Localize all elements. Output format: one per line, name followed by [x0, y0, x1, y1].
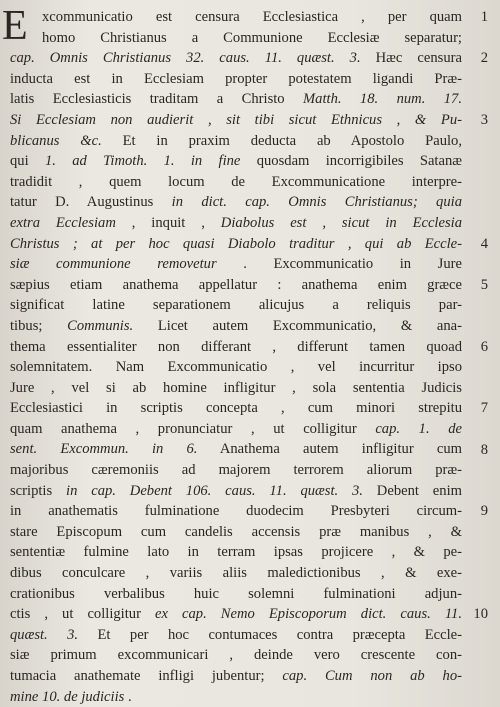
- text-run: crationibus verbalibus huic solemni fulminationi adjun-: [10, 585, 462, 602]
- text-run: solemnitatem. Nam Excommunicatio , vel incurritur ipso: [10, 359, 462, 376]
- text-line: [10, 295, 462, 316]
- text-run: Hæc censura: [360, 50, 462, 67]
- text-run: Anathema autem infligitur cum: [197, 441, 462, 458]
- margin-number: 10: [473, 606, 488, 623]
- text-line: [10, 398, 462, 419]
- text-run: tibus;: [10, 317, 68, 334]
- text-line: [10, 316, 462, 337]
- text-line: [10, 563, 462, 584]
- text-run: Et in praxim deducta ab Apostolo Paulo,: [101, 132, 462, 149]
- text-line: [10, 542, 462, 563]
- text-line: [10, 645, 462, 666]
- italic-citation: sent. Excommun. in 6.: [10, 441, 198, 458]
- text-run: . Excommunicatio in Jure: [216, 256, 463, 273]
- italic-citation: cap. 1. de: [375, 420, 462, 437]
- margin-number: 9: [480, 503, 488, 520]
- italic-citation: siæ communione removetur: [10, 256, 217, 273]
- italic-citation: mine 10. de judiciis: [10, 688, 125, 705]
- text-line: [10, 131, 462, 152]
- text-line: [10, 28, 462, 49]
- text-run: qui: [10, 153, 45, 170]
- text-run: Ecclesiastici in scriptis concepta , cum minori strepitu: [10, 400, 462, 417]
- text-run: quam anathema , pronunciatur , ut colligitur: [10, 420, 376, 437]
- text-line: [10, 89, 462, 110]
- italic-citation: quæst. 3.: [10, 626, 79, 643]
- text-line: [10, 501, 462, 522]
- text-run: sæpius etiam anathema appellatur : anathema enim græce: [10, 276, 462, 293]
- margin-number: 2: [480, 50, 488, 67]
- text-run: dibus conculcare , variis aliis maledictionibus , & exe-: [10, 565, 462, 582]
- margin-number: 3: [480, 112, 488, 128]
- text-line: [10, 522, 462, 543]
- italic-citation: ex cap. Nemo Episcoporum dict. caus. 11.: [155, 606, 462, 623]
- text-run: xcommunicatio est censura Ecclesiastica , per quam: [42, 9, 462, 25]
- margin-number: 4: [480, 235, 488, 252]
- text-line: [10, 687, 462, 707]
- text-run: Jure , vel si ab homine infligitur , sola sententia Judicis: [10, 379, 462, 396]
- margin-number: 5: [480, 276, 488, 293]
- text-run: tradidit , quem locum de Excommunicatione interpre-: [10, 173, 462, 190]
- italic-citation: in dict. cap. Omnis Christianus; quia: [171, 194, 463, 211]
- text-line: [10, 69, 462, 90]
- text-run: majoribus cæremoniis ad majorem terrorem aliorum præ-: [10, 462, 462, 479]
- italic-citation: cap. Omnis Christianus 32. caus. 11. quæst. 3.: [10, 50, 361, 67]
- text-run: , inquit ,: [115, 214, 221, 231]
- text-line: [10, 275, 462, 296]
- italic-citation: 1. ad Timoth. 1. in fine: [44, 153, 241, 170]
- margin-number: 1: [480, 9, 488, 25]
- text-run: Licet autem Excommunicatio, & ana-: [133, 317, 462, 334]
- text-line: [10, 460, 462, 481]
- text-run: significat latine separationem alicujus a reliquis par-: [10, 297, 462, 314]
- drop-cap: E: [2, 3, 28, 49]
- italic-citation: extra Ecclesiam: [10, 214, 116, 231]
- text-line: [10, 439, 462, 460]
- text-line: [10, 254, 462, 275]
- text-run: quosdam incorrigibiles Satanæ: [240, 153, 462, 170]
- text-line: [10, 151, 462, 172]
- body-text: [10, 7, 462, 707]
- text-line: [10, 625, 462, 646]
- margin-number: 6: [480, 338, 488, 355]
- text-run: sententiæ fulmine lato in terram ipsas projicere , & pe-: [10, 544, 462, 561]
- text-run: tatur D. Augustinus: [10, 194, 172, 211]
- italic-citation: in cap. Debent 106. caus. 11. quæst. 3.: [66, 482, 363, 499]
- italic-citation: blicanus &c.: [10, 132, 102, 149]
- text-run: .: [124, 688, 132, 705]
- text-run: ctis , ut colligitur: [10, 606, 155, 623]
- italic-citation: Diabolus est , sicut in Ecclesia: [220, 214, 462, 231]
- text-run: stare Episcopum cum candelis accensis præ manibus , &: [10, 523, 462, 540]
- italic-citation: Christus ; at per hoc quasi Diabolo traditur , qui ab Eccle-: [10, 235, 462, 252]
- italic-citation: Communis.: [67, 317, 134, 334]
- text-line: [10, 419, 462, 440]
- italic-citation: Matth. 18. num. 17.: [303, 91, 462, 108]
- text-line: [10, 604, 462, 625]
- italic-citation: Si Ecclesiam non audierit , sit tibi sicut Ethnicus , & Pu-: [10, 111, 462, 128]
- text-line: [10, 357, 462, 378]
- text-run: Debent enim: [362, 482, 462, 499]
- text-line: [10, 7, 462, 28]
- text-run: thema essentialiter non differant , differunt tamen quoad: [10, 338, 462, 355]
- text-run: siæ primum excommunicari , deinde vero crescente con-: [10, 647, 462, 664]
- text-line: [10, 172, 462, 193]
- text-line: [10, 481, 462, 502]
- margin-number: 8: [480, 441, 488, 458]
- text-run: homo Christianus a Communione Ecclesiæ separatur;: [42, 29, 462, 46]
- text-line: [10, 378, 462, 399]
- text-line: [10, 234, 462, 255]
- text-run: Et per hoc contumaces contra præcepta Eccle-: [78, 626, 462, 643]
- text-run: latis Ecclesiasticis traditam a Christo: [10, 91, 304, 108]
- text-run: scriptis: [10, 482, 67, 499]
- text-run: inducta est in Ecclesiam propter potestatem ligandi Præ-: [10, 70, 462, 87]
- text-line: [10, 192, 462, 213]
- italic-citation: cap. Cum non ab ho-: [282, 668, 462, 684]
- text-line: [10, 666, 462, 687]
- margin-number: 7: [480, 400, 488, 417]
- text-line: [10, 337, 462, 358]
- text-line: [10, 110, 462, 131]
- text-line: [10, 48, 462, 69]
- text-line: [10, 584, 462, 605]
- text-line: [10, 213, 462, 234]
- text-run: tumacia anathemate infligi jubentur;: [10, 668, 283, 684]
- text-run: in anathematis fulminatione duodecim Presbyteri circum-: [10, 503, 462, 520]
